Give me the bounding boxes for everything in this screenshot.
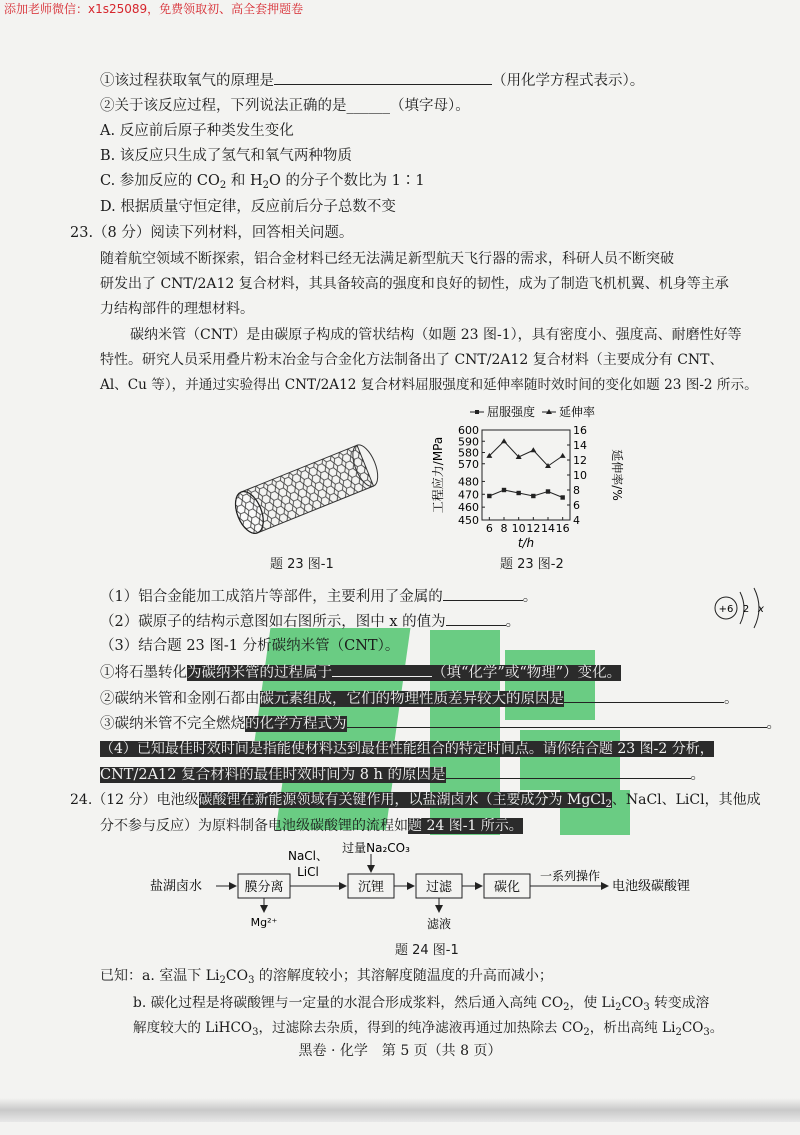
x-tick-label: 16 bbox=[555, 522, 570, 535]
text: 分不参与反应）为原料制备电池级碳酸锂的流程如 bbox=[100, 818, 408, 834]
q22-option-a: A. 反应前后原子种类发生变化 bbox=[100, 123, 294, 139]
text: 24.（12 分）电池级 bbox=[70, 792, 199, 808]
q24-heading-line1 bbox=[70, 790, 761, 815]
fig24-1-flowchart bbox=[150, 840, 710, 940]
answer-blank[interactable] bbox=[446, 764, 691, 779]
q23-sub3: （3）结合题 23 图-1 分析碳纳米管（CNT）。 bbox=[100, 638, 400, 654]
fig23-2-caption: 题 23 图-2 bbox=[500, 557, 564, 572]
text: 题 24 图-1 所示。 bbox=[408, 818, 523, 834]
text: 为碳纳米管的过程属于 bbox=[187, 665, 332, 681]
q24-heading-line2 bbox=[100, 816, 523, 836]
q22-part1-suffix: （用化学方程式表示）。 bbox=[492, 73, 645, 89]
data-point bbox=[516, 491, 520, 495]
y-left-tick-label: 580 bbox=[458, 446, 479, 460]
flow-box4-label: 碳化 bbox=[493, 880, 521, 895]
y-right-tick-label: 14 bbox=[573, 439, 587, 452]
text: ，过滤除去杂质，得到的纯净滤液再通过加热除去 CO bbox=[258, 1020, 584, 1036]
text: 。 bbox=[766, 716, 781, 732]
subscript: 2 bbox=[675, 1027, 682, 1038]
y-axis-label-right: 延伸率/% bbox=[610, 449, 624, 501]
x-axis-label: t/h bbox=[517, 536, 535, 550]
y-right-tick-label: 16 bbox=[573, 424, 587, 437]
text: CO bbox=[681, 1020, 704, 1036]
data-point bbox=[560, 453, 566, 458]
text: ，析出高纯 Li bbox=[589, 1020, 676, 1036]
text: ②碳纳米管和金刚石都由 bbox=[100, 691, 260, 707]
chart-legend bbox=[470, 404, 595, 419]
fig24-1-caption: 题 24 图-1 bbox=[395, 943, 459, 958]
flow-input1b: LiCl bbox=[297, 865, 319, 879]
subscript: 2 bbox=[262, 180, 270, 191]
q23-heading: 23.（8 分）阅读下列材料，回答相关问题。 bbox=[70, 225, 354, 241]
flow-output3: 滤液 bbox=[426, 917, 452, 931]
y-left-tick-label: 590 bbox=[458, 435, 479, 449]
text: 已知：a. 室温下 Li bbox=[100, 968, 220, 984]
flow-box3-label: 过滤 bbox=[425, 880, 453, 895]
x-tick-label: 14 bbox=[541, 522, 555, 535]
text: C. 参加反应的 CO bbox=[100, 173, 220, 189]
text: ③碳纳米管不完全燃烧 bbox=[100, 716, 245, 732]
text: 的溶解度较小；其溶解度随温度的升高而减小； bbox=[254, 968, 553, 984]
y-left-tick-label: 460 bbox=[458, 501, 479, 515]
y-left-tick-label: 450 bbox=[458, 514, 479, 527]
q23-sub2 bbox=[100, 611, 520, 632]
data-point bbox=[531, 494, 535, 498]
text: 。 bbox=[724, 691, 739, 707]
x-tick-label: 6 bbox=[485, 522, 493, 535]
q23-para2-line2: 特性。研究人员采用叠片粉末冶金与合金化方法制备出了 CNT/2A12 复合材料（主要成分有 CNT、 bbox=[100, 352, 724, 368]
data-point bbox=[560, 495, 564, 499]
scan-shadow bbox=[0, 1098, 800, 1122]
answer-blank[interactable] bbox=[564, 688, 724, 703]
text: 和 H bbox=[226, 173, 263, 189]
text: CNT/2A12 复合材料的最佳时效时间为 8 h 的原因是 bbox=[100, 767, 446, 783]
q23-sub3-1 bbox=[100, 662, 621, 683]
legend-label: 延伸率 bbox=[559, 405, 596, 419]
data-point bbox=[546, 489, 550, 493]
text: O 的分子个数比为 1∶1 bbox=[269, 173, 425, 189]
flow-arrow-label: 一系列操作 bbox=[539, 869, 601, 883]
text: 碳元素组成，它们的物理性质差异较大的原因是 bbox=[259, 691, 564, 707]
fig23-2-chart bbox=[430, 402, 624, 552]
data-point bbox=[502, 488, 506, 492]
q23-para2-line1: 碳纳米管（CNT）是由碳原子构成的管状结构（如题 23 图-1），具有密度小、强度高、耐磨性好等 bbox=[130, 327, 742, 343]
data-point bbox=[487, 494, 491, 498]
subscript: 2 bbox=[583, 1027, 590, 1038]
q23-sub4-line2 bbox=[100, 764, 705, 785]
top-banner: 添加老师微信：x1s25089，免费领取初、高全套押题卷 bbox=[4, 2, 304, 16]
answer-blank[interactable] bbox=[446, 611, 506, 626]
fig23-1-caption: 题 23 图-1 bbox=[270, 557, 334, 572]
q22-part1 bbox=[100, 70, 644, 91]
y-right-tick-label: 8 bbox=[573, 484, 580, 497]
text: 。 bbox=[505, 614, 521, 630]
q23-para1-line2: 研发出了 CNT/2A12 复合材料，其具备较高的强度和良好的韧性，成为了制造飞机机翼、机身等主承 bbox=[100, 276, 729, 292]
q24-known-a bbox=[100, 966, 553, 991]
q23-sub3-3 bbox=[100, 713, 781, 734]
text: 、NaCl、LiCl，其他成 bbox=[611, 792, 761, 808]
subscript: 2 bbox=[219, 180, 227, 191]
subscript: 2 bbox=[219, 975, 226, 986]
subscript: 2 bbox=[563, 1002, 570, 1013]
text: 。 bbox=[709, 1020, 724, 1036]
series-line bbox=[489, 441, 562, 466]
q22-option-d: D. 根据质量守恒定律，反应前后分子总数不变 bbox=[100, 199, 396, 215]
carbon-atom-diagram bbox=[710, 584, 780, 634]
y-right-tick-label: 6 bbox=[573, 499, 580, 512]
answer-blank[interactable] bbox=[443, 586, 523, 601]
q23-sub3-2 bbox=[100, 688, 739, 709]
text: b. 碳化过程是将碳酸锂与一定量的水混合形成浆料，然后通入高纯 CO bbox=[133, 995, 564, 1011]
plot-frame bbox=[482, 430, 570, 520]
text: 碳酸锂在新能源领域有关键作用，以盐湖卤水（主要成分为 MgCl bbox=[198, 792, 606, 808]
text: 的化学方程式为 bbox=[245, 716, 347, 732]
q22-part1-text: ①该过程获取氧气的原理是 bbox=[100, 73, 274, 89]
x-tick-label: 8 bbox=[500, 522, 508, 535]
text: 。 bbox=[690, 767, 705, 783]
y-right-tick-label: 4 bbox=[573, 514, 580, 527]
subscript: 3 bbox=[703, 1027, 710, 1038]
shell2-electrons: x bbox=[758, 604, 764, 615]
x-tick-label: 10 bbox=[511, 522, 526, 535]
nucleus-charge: +6 bbox=[718, 604, 734, 615]
q23-para1-line1: 随着航空领域不断探索，铝合金材料已经无法满足新型航天飞行器的需求，科研人员不断突破 bbox=[100, 251, 674, 267]
text: CO bbox=[621, 995, 644, 1011]
x-tick-label: 12 bbox=[526, 522, 541, 535]
text: 。 bbox=[522, 589, 538, 605]
text: （填“化学”或“物理”）变化。 bbox=[432, 665, 622, 681]
y-right-tick-label: 12 bbox=[573, 454, 587, 467]
flow-input1a: NaCl、 bbox=[287, 849, 329, 863]
data-point bbox=[501, 438, 507, 443]
page-footer: 黑卷 · 化学 第 5 页（共 8 页） bbox=[298, 1043, 502, 1059]
text: （2）碳原子的结构示意图如右图所示，图中 x 的值为 bbox=[100, 614, 446, 630]
flow-box1-label: 膜分离 bbox=[244, 880, 284, 895]
y-axis-label-left: 工程应力/MPa bbox=[431, 436, 445, 514]
flow-start-label: 盐湖卤水 bbox=[150, 879, 203, 894]
text: （1）铝合金能加工成箔片等部件，主要利用了金属的 bbox=[100, 589, 443, 605]
q23-para2-line3: Al、Cu 等），并通过实验得出 CNT/2A12 复合材料屈服强度和延伸率随时效时间的变化如题 23 图-2 所示。 bbox=[100, 377, 758, 393]
y-left-tick-label: 470 bbox=[458, 488, 479, 502]
subscript: 2 bbox=[615, 1002, 622, 1013]
subscript: 3 bbox=[248, 975, 255, 986]
q22-option-b: B. 该反应只生成了氢气和氧气两种物质 bbox=[100, 148, 352, 164]
data-point bbox=[530, 447, 536, 452]
q22-option-c bbox=[100, 171, 425, 196]
carbon-nanotube-figure bbox=[225, 440, 385, 540]
flow-input2: 过量Na₂CO₃ bbox=[342, 841, 410, 855]
text: 解度较大的 LiHCO bbox=[133, 1020, 253, 1036]
flow-end-label: 电池级碳酸锂 bbox=[612, 879, 691, 894]
text: （4）已知最佳时效时间是指能使材料达到最佳性能组合的特定时间点。请你结合题 23 图-2 分析， bbox=[100, 741, 714, 757]
y-left-tick-label: 570 bbox=[458, 457, 479, 471]
legend-marker bbox=[475, 410, 479, 414]
text: ，使 Li bbox=[569, 995, 616, 1011]
text: 转变成溶 bbox=[649, 995, 710, 1011]
text: ①将石墨转化 bbox=[100, 665, 187, 681]
q22-part2: ②关于该反应过程，下列说法正确的是______（填字母）。 bbox=[100, 98, 470, 114]
y-left-tick-label: 480 bbox=[458, 475, 479, 489]
subscript: 3 bbox=[252, 1027, 259, 1038]
y-left-tick-label: 600 bbox=[458, 424, 479, 437]
text: CO bbox=[225, 968, 249, 984]
legend-label: 屈服强度 bbox=[487, 405, 536, 419]
subscript: 2 bbox=[605, 799, 612, 810]
answer-blank[interactable] bbox=[332, 662, 432, 677]
flow-output1: Mg²⁺ bbox=[250, 916, 278, 929]
answer-blank[interactable] bbox=[274, 70, 492, 85]
q24-known-b-line1 bbox=[133, 993, 709, 1018]
shell1-electrons: 2 bbox=[742, 604, 750, 615]
q23-sub4-line1 bbox=[100, 739, 714, 759]
y-right-tick-label: 10 bbox=[573, 469, 587, 482]
flow-box2-label: 沉锂 bbox=[357, 880, 385, 895]
answer-blank[interactable] bbox=[347, 713, 767, 728]
q23-sub1 bbox=[100, 586, 537, 607]
q23-para1-line3: 力结构部件的理想材料。 bbox=[100, 301, 254, 317]
subscript: 3 bbox=[643, 1002, 650, 1013]
series-line bbox=[489, 490, 562, 498]
